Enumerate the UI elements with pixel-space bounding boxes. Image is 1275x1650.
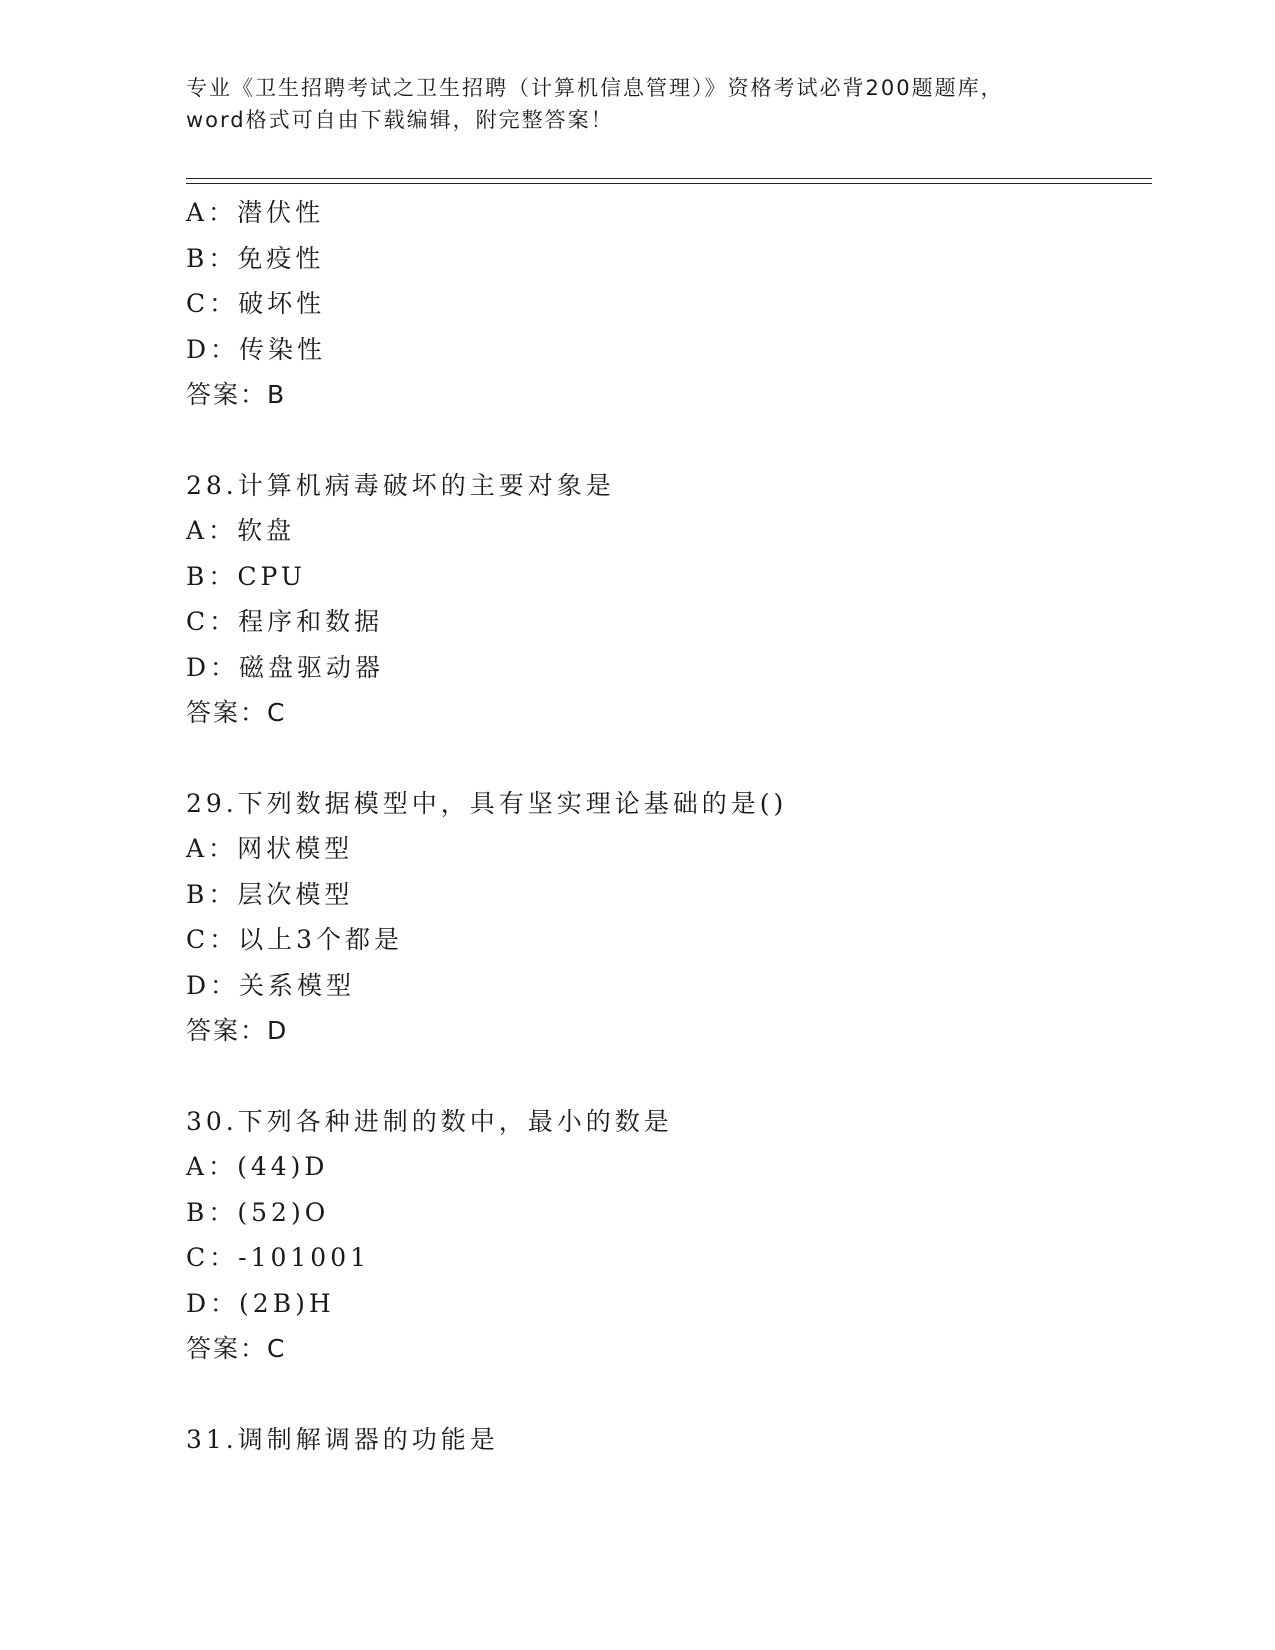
option-a: A：软盘 <box>186 516 296 545</box>
option-d: D：(2B)H <box>186 1288 335 1318</box>
header-divider-bottom <box>186 183 1152 184</box>
header-line-2: word格式可自由下载编辑，附完整答案！ <box>186 108 614 132</box>
document-header <box>186 72 1086 136</box>
question-text: 28.计算机病毒破坏的主要对象是 <box>186 470 615 500</box>
option-a: A：网状模型 <box>186 834 354 863</box>
option-b: B：层次模型 <box>186 879 354 909</box>
option-c: C：程序和数据 <box>186 607 384 636</box>
question-block <box>186 1099 1146 1372</box>
option-c: C：-101001 <box>186 1243 371 1272</box>
question-block <box>186 190 1146 418</box>
question-text: 30.下列各种进制的数中，最小的数是 <box>186 1106 673 1136</box>
answer-line: 答案：C <box>186 1334 287 1363</box>
option-c: C：以上3个都是 <box>186 925 404 954</box>
option-a: A：潜伏性 <box>186 198 325 227</box>
option-c: C：破坏性 <box>186 289 326 318</box>
option-b: B：(52)O <box>186 1197 330 1227</box>
option-a: A：(44)D <box>186 1152 329 1181</box>
question-text: 29.下列数据模型中，具有坚实理论基础的是() <box>186 788 788 818</box>
answer-line: 答案：D <box>186 1016 289 1045</box>
option-b: B：免疫性 <box>186 243 325 273</box>
option-b: B：CPU <box>186 561 306 591</box>
question-block <box>186 781 1146 1054</box>
question-text: 31.调制解调器的功能是 <box>186 1424 499 1454</box>
option-d: D：关系模型 <box>186 970 356 1000</box>
question-block <box>186 1417 1146 1463</box>
option-d: D：磁盘驱动器 <box>186 652 385 682</box>
option-d: D：传染性 <box>186 334 327 364</box>
question-block <box>186 463 1146 736</box>
header-divider-top <box>186 178 1152 179</box>
answer-line: 答案：B <box>186 380 287 409</box>
answer-line: 答案：C <box>186 698 287 727</box>
header-line-1: 专业《卫生招聘考试之卫生招聘（计算机信息管理）》资格考试必背200题题库， <box>186 76 1004 100</box>
question-list <box>186 190 1146 1462</box>
